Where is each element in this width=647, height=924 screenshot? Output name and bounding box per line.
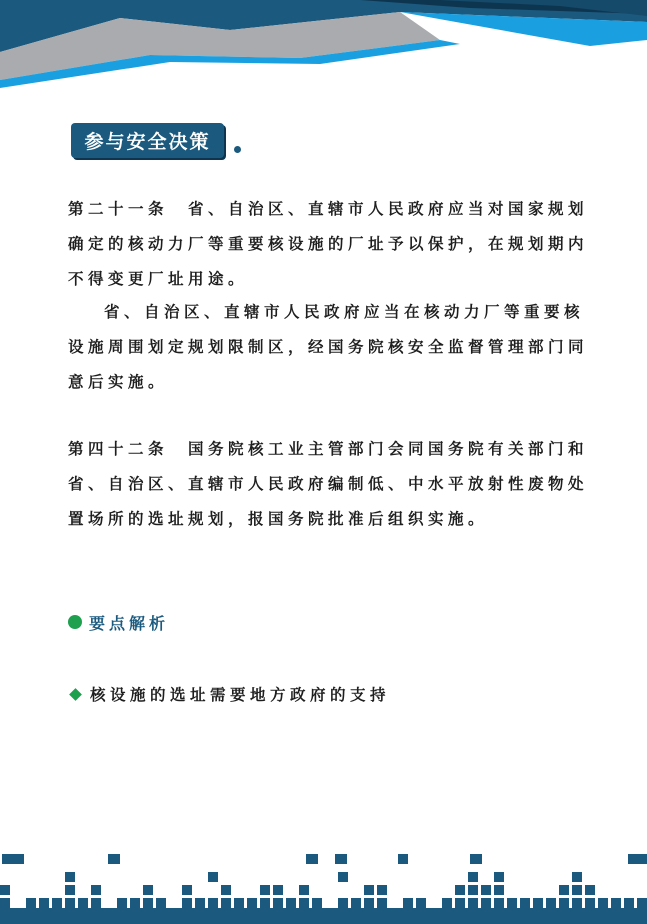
- green-circle-icon: [68, 615, 82, 629]
- article-42-paragraph: 第四十二条 国务院核工业主管部门会同国务院有关部门和省、自治区、直辖市人民政府编制低、中水平放射性废物处置场所的选址规划，报国务院批准后组织实施。: [68, 440, 589, 528]
- title-bullet-dot: [234, 146, 241, 153]
- key-point-text: 核设施的选址需要地方政府的支持: [90, 686, 391, 704]
- key-point-item: [68, 682, 390, 706]
- section-title: 参与安全决策: [84, 131, 211, 153]
- diamond-bullet-icon: [69, 688, 82, 701]
- bottom-pixel-decoration: [0, 846, 647, 924]
- article-21-paragraph: 第二十一条 省、自治区、直辖市人民政府应当对国家规划确定的核动力厂等重要核设施的厂址予以保护，在规划期内不得变更厂址用途。: [68, 200, 589, 288]
- section-title-tag: [71, 123, 224, 158]
- article-21-second-paragraph: 省、自治区、直辖市人民政府应当在核动力厂等重要核设施周围划定规划限制区，经国务院核安全监督管理部门同意后实施。: [68, 303, 589, 391]
- key-points-heading: [68, 610, 169, 634]
- top-banner-decoration: [0, 0, 647, 90]
- key-points-heading-text: 要点解析: [89, 613, 170, 633]
